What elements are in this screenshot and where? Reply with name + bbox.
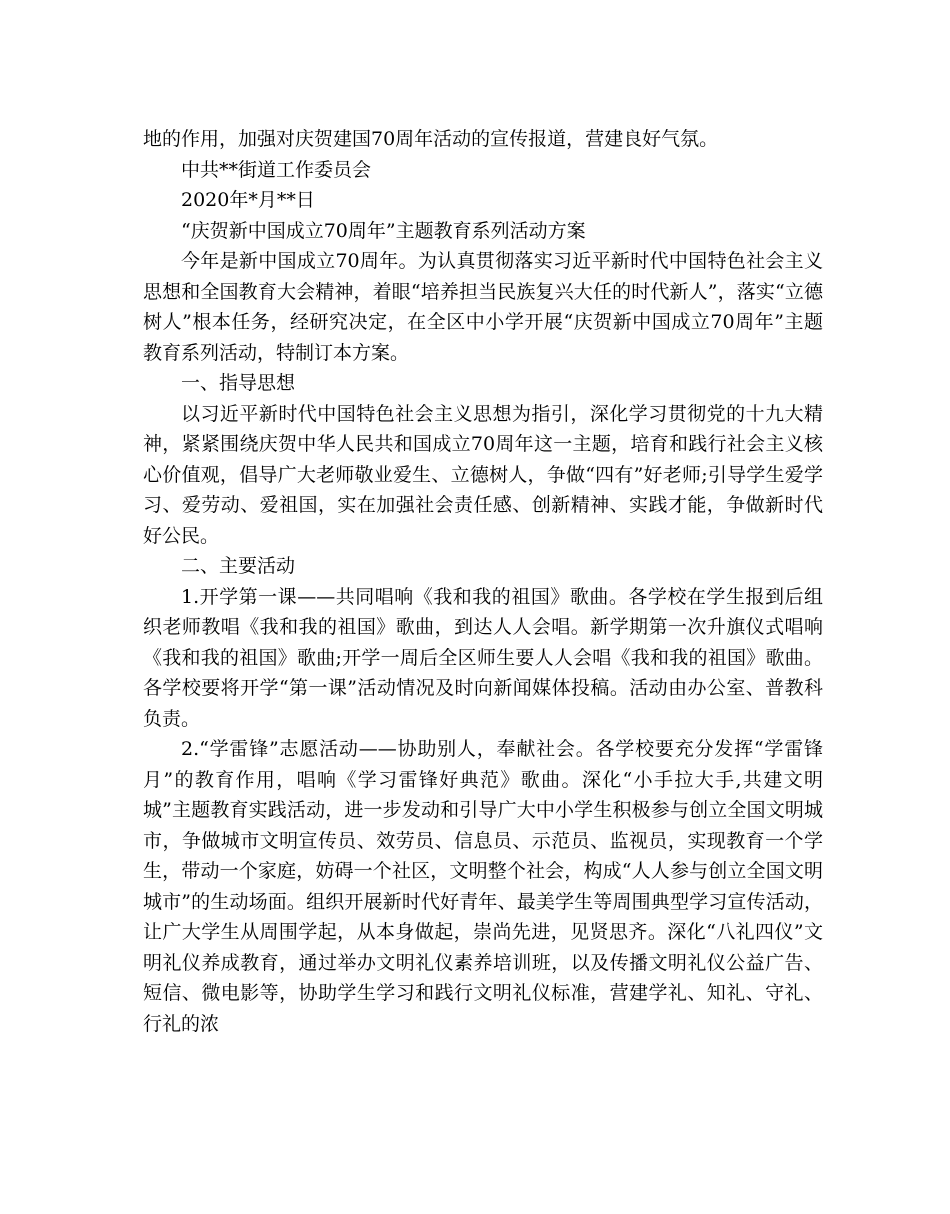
- document-body: [143, 124, 823, 1039]
- signature-date: 2020年*月**日: [181, 189, 315, 211]
- activity-item-2: 2.“学雷锋”志愿活动——协助别人，奉献社会。各学校要充分发挥“学雷锋月”的教育作用，唱响《学习雷锋好典范》歌曲。深化“小手拉大手,共建文明城”主题教育实践活动，进一步发动和引导广大中小学生积极参与创立全国文明城市，争做城市文明宣传员、效劳员、信息员、示范员、监视员，实现教育一个学生，带动一个家庭，妨碍一个社区，文明整个社会，构成“人人参与创立全国文明城市”的生动场面。组织开展新时代好青年、最美学生等周围典型学习宣传活动，让广大学生从周围学起，从本身做起，崇尚先进，见贤思齐。深化“八礼四仪”文明礼仪养成教育，通过举办文明礼仪素养培训班，以及传播文明礼仪公益广告、短信、微电影等，协助学生学习和践行文明礼仪标准，营建学礼、知礼、守礼、行礼的浓: [143, 738, 823, 1035]
- continuation-paragraph: 地的作用，加强对庆贺建国70周年活动的宣传报道，营建良好气氛。: [143, 128, 719, 150]
- signature-organization: 中共**街道工作委员会: [181, 158, 372, 181]
- section-heading-guiding-thought: 一、指导思想: [181, 372, 296, 394]
- intro-paragraph: 今年是新中国成立70周年。为认真贯彻落实习近平新时代中国特色社会主义思想和全国教育大会精神，着眼“培养担当民族复兴大任的时代新人”，落实“立德树人”根本任务，经研究决定，在全区中小学开展“庆贺新中国成立70周年”主题教育系列活动，特制订本方案。: [143, 250, 823, 364]
- activity-item-1: 1.开学第一课——共同唱响《我和我的祖国》歌曲。各学校在学生报到后组织老师教唱《我和我的祖国》歌曲，到达人人会唱。新学期第一次升旗仪式唱响《我和我的祖国》歌曲;开学一周后全区师生要人人会唱《我和我的祖国》歌曲。各学校要将开学“第一课”活动情况及时向新闻媒体投稿。活动由办公室、普教科负责。: [143, 585, 823, 730]
- section-heading-main-activities: 二、主要活动: [181, 555, 296, 577]
- guiding-thought-paragraph: 以习近平新时代中国特色社会主义思想为指引，深化学习贯彻党的十九大精神，紧紧围绕庆贺中华人民共和国成立70周年这一主题，培育和践行社会主义核心价值观，倡导广大老师敬业爱生、立德树人，争做“四有”好老师;引导学生爱学习、爱劳动、爱祖国，实在加强社会责任感、创新精神、实践才能，争做新时代好公民。: [143, 402, 823, 547]
- document-title: “庆贺新中国成立70周年”主题教育系列活动方案: [181, 219, 586, 242]
